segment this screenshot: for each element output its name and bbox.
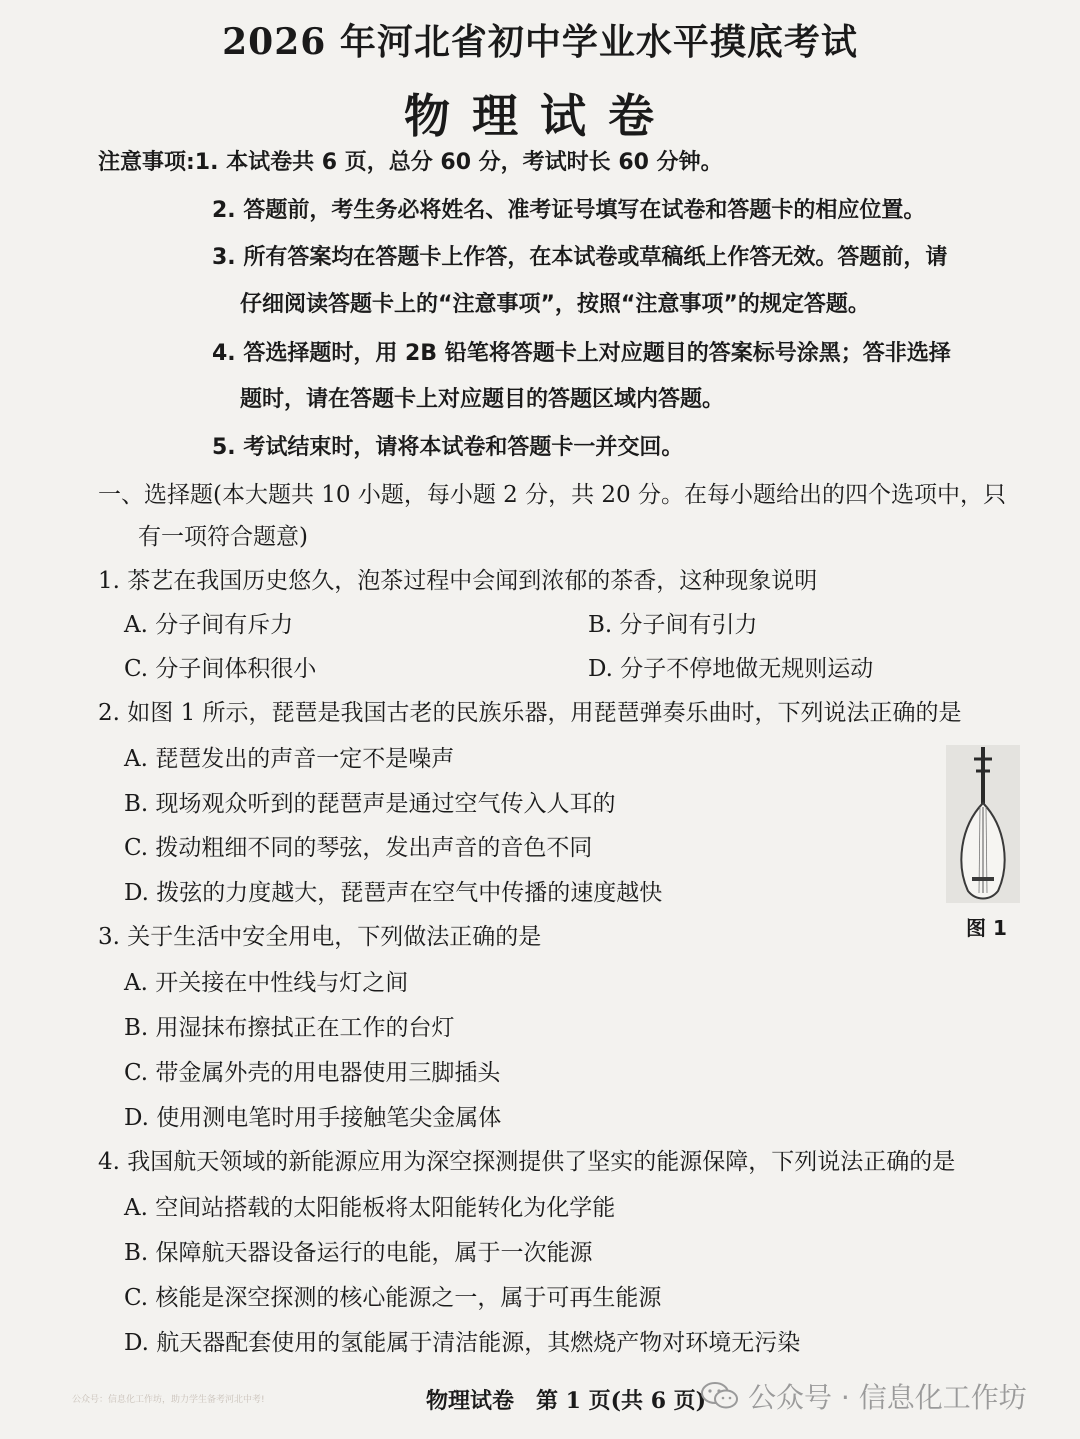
notes-line-4b: 题时，请在答题卡上对应题目的答题区域内答题。 bbox=[240, 387, 725, 412]
subject-title: 物理试卷 bbox=[404, 89, 676, 143]
q1-option-a: A. 分子间有斥力 bbox=[124, 612, 294, 638]
q1-option-d: D. 分子不停地做无规则运动 bbox=[588, 656, 874, 682]
q4-option-b: B. 保障航天器设备运行的电能，属于一次能源 bbox=[124, 1240, 593, 1266]
pipa-icon bbox=[946, 745, 1020, 903]
section-heading: 一、选择题(本大题共 10 小题，每小题 2 分，共 20 分。在每小题给出的四个选项中，只 bbox=[98, 482, 1007, 508]
pipa-figure bbox=[946, 745, 1020, 903]
q2-stem: 2. 如图 1 所示，琵琶是我国古老的民族乐器，用琵琶弹奏乐曲时，下列说法正确的是 bbox=[98, 700, 962, 726]
notes-line-4a: 4. 答选择题时，用 2B 铅笔将答题卡上对应题目的答案标号涂黑；答非选择 bbox=[212, 341, 951, 366]
q2-option-d: D. 拨弦的力度越大，琵琶声在空气中传播的速度越快 bbox=[124, 880, 663, 906]
page-number: 物理试卷 第 1 页(共 6 页) bbox=[426, 1388, 707, 1414]
watermark-text: 公众号 · 信息化工作坊 bbox=[748, 1381, 1027, 1414]
q4-option-a: A. 空间站搭载的太阳能板将太阳能转化为化学能 bbox=[124, 1195, 616, 1221]
notes-line-5: 5. 考试结束时，请将本试卷和答题卡一并交回。 bbox=[212, 435, 684, 460]
footer-note: 公众号：信息化工作坊，助力学生备考河北中考! bbox=[72, 1395, 265, 1405]
exam-title: 2026 年河北省初中学业水平摸底考试 bbox=[222, 21, 858, 63]
q3-stem: 3. 关于生活中安全用电，下列做法正确的是 bbox=[98, 924, 542, 950]
watermark bbox=[700, 1376, 1027, 1416]
q1-option-b: B. 分子间有引力 bbox=[588, 612, 758, 638]
notes-line-2: 2. 答题前，考生务必将姓名、准考证号填写在试卷和答题卡的相应位置。 bbox=[212, 198, 926, 223]
q2-option-c: C. 拨动粗细不同的琴弦，发出声音的音色不同 bbox=[124, 835, 593, 861]
q4-option-c: C. 核能是深空探测的核心能源之一，属于可再生能源 bbox=[124, 1285, 662, 1311]
notes-line-3a: 3. 所有答案均在答题卡上作答，在本试卷或草稿纸上作答无效。答题前，请 bbox=[212, 245, 948, 270]
q4-stem: 4. 我国航天领域的新能源应用为深空探测提供了坚实的能源保障，下列说法正确的是 bbox=[98, 1149, 956, 1175]
q3-option-c: C. 带金属外壳的用电器使用三脚插头 bbox=[124, 1060, 501, 1086]
q3-option-a: A. 开关接在中性线与灯之间 bbox=[124, 970, 409, 996]
figure-caption: 图 1 bbox=[966, 916, 1007, 940]
q4-option-d: D. 航天器配套使用的氢能属于清洁能源，其燃烧产物对环境无污染 bbox=[124, 1330, 801, 1356]
notes-line-3b: 仔细阅读答题卡上的“注意事项”，按照“注意事项”的规定答题。 bbox=[240, 292, 870, 317]
q1-option-c: C. 分子间体积很小 bbox=[124, 656, 317, 682]
q3-option-d: D. 使用测电笔时用手接触笔尖金属体 bbox=[124, 1105, 502, 1131]
q2-option-a: A. 琵琶发出的声音一定不是噪声 bbox=[124, 746, 455, 772]
q2-option-b: B. 现场观众听到的琵琶声是通过空气传入人耳的 bbox=[124, 791, 616, 817]
wechat-icon bbox=[700, 1381, 740, 1411]
q1-stem: 1. 茶艺在我国历史悠久，泡茶过程中会闻到浓郁的茶香，这种现象说明 bbox=[98, 568, 818, 594]
section-heading-cont: 有一项符合题意) bbox=[138, 524, 308, 550]
notes-line-1: 注意事项:1. 本试卷共 6 页，总分 60 分，考试时长 60 分钟。 bbox=[98, 150, 723, 175]
q3-option-b: B. 用湿抹布擦拭正在工作的台灯 bbox=[124, 1015, 455, 1041]
